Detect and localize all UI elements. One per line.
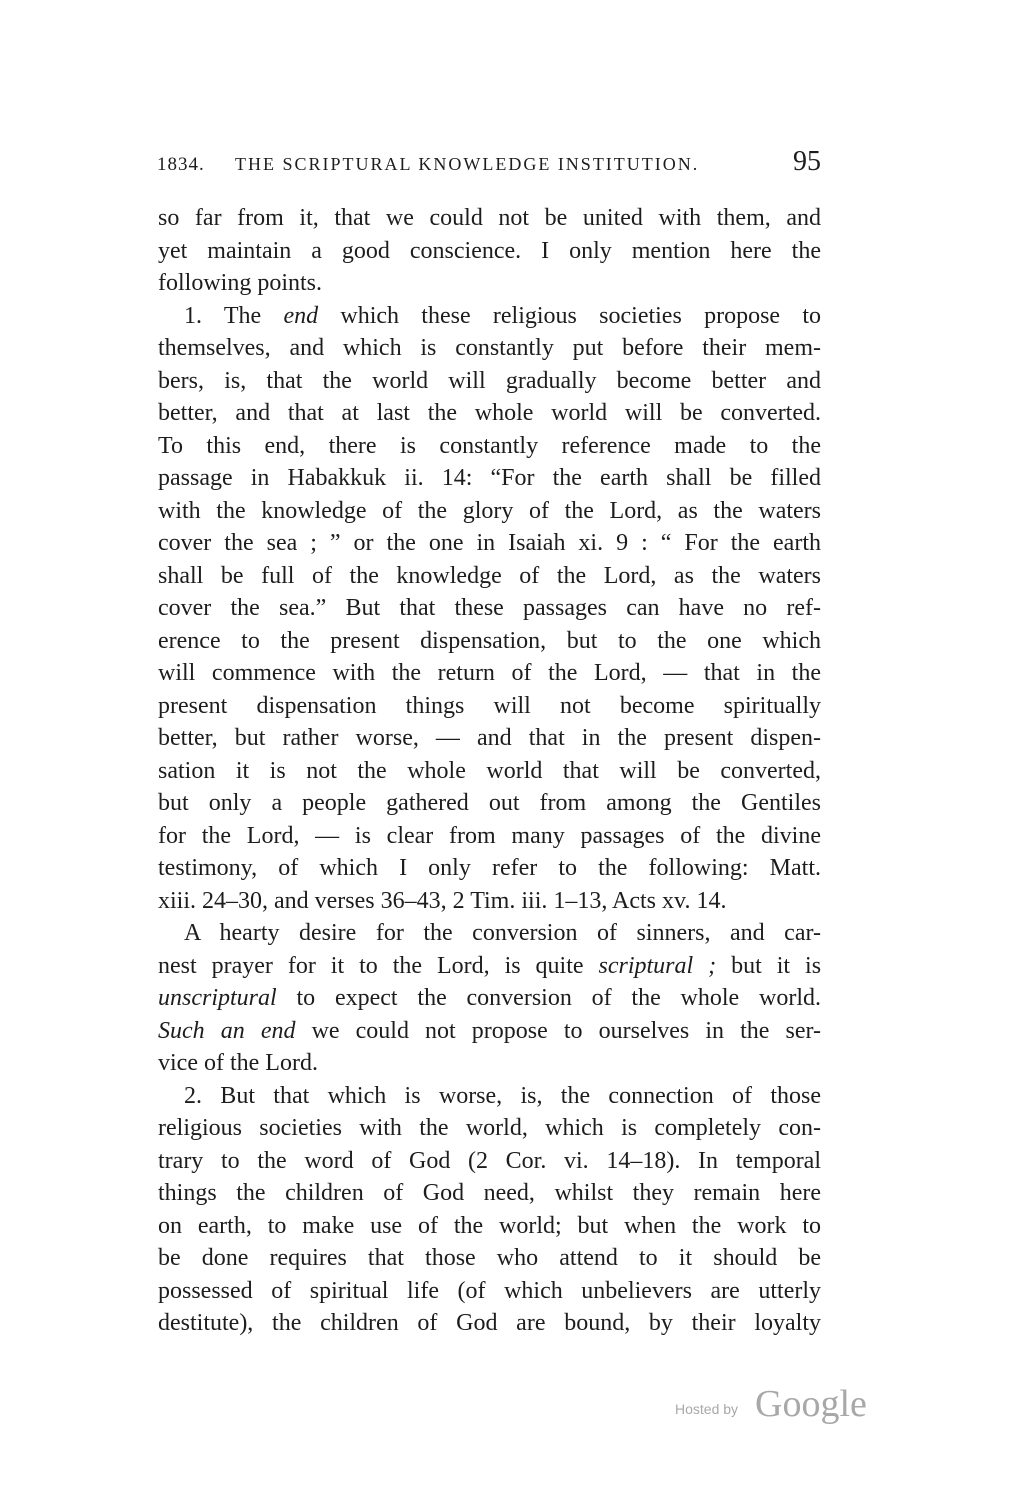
- hosted-by-label: Hosted by: [675, 1401, 739, 1417]
- text-line: themselves, and which is constantly put before their mem-: [158, 335, 821, 361]
- text-line: To this end, there is constantly reference made to the: [158, 432, 821, 459]
- text-line: erence to the present dispensation, but to the one which: [158, 627, 821, 654]
- text-line: but only a people gathered out from among the Gentiles: [158, 790, 821, 816]
- hosted-by-google-watermark: [675, 1382, 885, 1442]
- text-line: vice of the Lord.: [158, 1050, 318, 1076]
- text-line: be done requires that those who attend to it should be: [158, 1245, 821, 1271]
- text-line: cover the sea ; ” or the one in Isaiah xi. 9 : “ For the earth: [158, 530, 821, 556]
- text-line: religious societies with the world, which is completely con-: [158, 1115, 821, 1141]
- text-line: A hearty desire for the conversion of sinners, and car-: [184, 920, 821, 946]
- google-logo: Google: [755, 1383, 867, 1425]
- text-line: 1. The end which these religious societies propose to: [184, 302, 821, 329]
- text-line: with the knowledge of the glory of the Lord, as the waters: [158, 497, 821, 524]
- text-line: so far from it, that we could not be united with them, and: [158, 205, 821, 231]
- header-title: THE SCRIPTURAL KNOWLEDGE INSTITUTION.: [235, 154, 700, 174]
- text-line: testimony, of which I only refer to the following: Matt.: [158, 855, 821, 881]
- text-line: shall be full of the knowledge of the Lord, as the waters: [158, 562, 821, 589]
- text-line: Such an end we could not propose to ourselves in the ser-: [158, 1017, 822, 1044]
- text-line: for the Lord, — is clear from many passages of the divine: [158, 822, 821, 849]
- text-line: bers, is, that the world will gradually become better and: [158, 367, 821, 394]
- italic-scriptural: scriptural ;: [598, 952, 717, 979]
- text-line: sation it is not the whole world that will be converted,: [158, 757, 821, 784]
- text-line: 2. But that which is worse, is, the connection of those: [184, 1082, 821, 1109]
- text-line: better, but rather worse, — and that in the present dispen-: [158, 725, 821, 751]
- text-line: cover the sea.” But that these passages can have no ref-: [158, 595, 821, 621]
- text-line: better, and that at last the whole world will be converted.: [158, 400, 821, 426]
- text-line: destitute), the children of God are bound, by their loyalty: [158, 1310, 821, 1336]
- text-line: following points.: [158, 270, 323, 296]
- text-line: possessed of spiritual life (of which unbelievers are utterly: [158, 1277, 821, 1304]
- body-text: [158, 202, 821, 1340]
- text-line: yet maintain a good conscience. I only mention here the: [158, 237, 821, 264]
- text-line: will commence with the return of the Lord, — that in the: [158, 660, 821, 686]
- italic-unscriptural: unscriptural: [158, 985, 277, 1011]
- page-number: 95: [793, 146, 821, 177]
- running-head: [157, 146, 821, 180]
- text-line: xiii. 24–30, and verses 36–43, 2 Tim. iii. 1–13, Acts xv. 14.: [158, 887, 727, 914]
- text-line: things the children of God need, whilst they remain here: [158, 1180, 821, 1206]
- italic-end: end: [283, 302, 319, 329]
- text-line: unscriptural to expect the conversion of the whole world.: [158, 985, 822, 1011]
- header-year: 1834.: [157, 154, 205, 175]
- text-line: present dispensation things will not become spiritually: [158, 692, 821, 719]
- text-line: trary to the word of God (2 Cor. vi. 14–18). In temporal: [158, 1147, 821, 1174]
- text-line: passage in Habakkuk ii. 14: “For the earth shall be filled: [158, 465, 821, 491]
- italic-such-an-end: Such an end: [158, 1017, 296, 1044]
- text-line: nest prayer for it to the Lord, is quite scriptural ; but it is: [158, 952, 822, 979]
- text-line: on earth, to make use of the world; but when the work to: [158, 1212, 821, 1239]
